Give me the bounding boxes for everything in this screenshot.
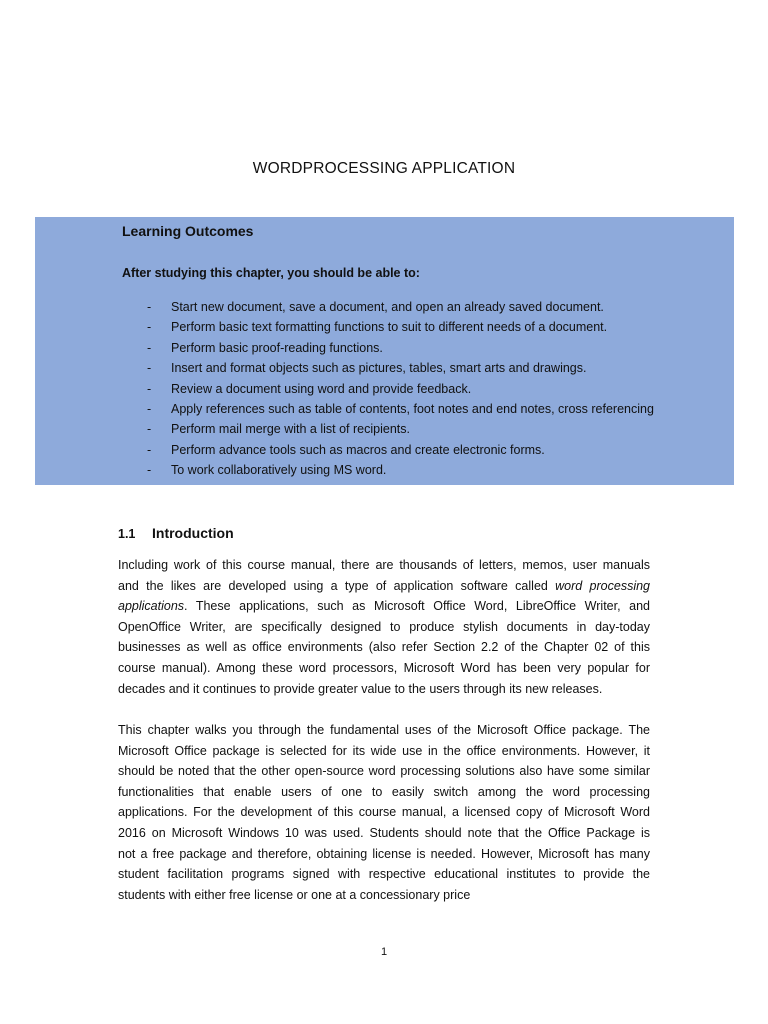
learning-outcomes-intro: After studying this chapter, you should be able to: [122, 266, 420, 280]
paragraph-line: functionalities that enable users of one to easily switch among the word processing [118, 784, 650, 799]
paragraph-line: 2016 on Microsoft Windows 10 was used. Students should note that the Office Package is [118, 825, 650, 840]
learning-outcomes-heading: Learning Outcomes [122, 223, 254, 239]
bullet-dash: - [147, 442, 152, 457]
paragraph-line [118, 576, 650, 597]
paragraph-line: applications. For the development of this course manual, a licensed copy of Microsoft Word [118, 805, 650, 820]
section-title: Introduction [152, 525, 234, 541]
outcome-text: Perform basic proof-reading functions. [171, 340, 383, 355]
learning-outcomes-list [122, 297, 654, 481]
paragraph-line: businesses as well as office environments (also refer Section 2.2 of the Chapter 02 of this [118, 640, 650, 655]
bullet-dash: - [147, 340, 152, 355]
intro-paragraph-2 [118, 720, 650, 905]
paragraph-emphasis: word processing [555, 578, 650, 593]
bullet-dash: - [147, 422, 152, 437]
paragraph-emphasis: applications [118, 599, 185, 614]
chapter-title: WORDPROCESSING APPLICATION [252, 160, 516, 177]
paragraph-line: decades and it continues to provide greater value to the users through its new releases. [118, 681, 603, 696]
outcome-text: Apply references such as table of contents, foot notes and end notes, cross referencing [171, 401, 654, 416]
bullet-dash: - [147, 300, 152, 314]
bullet-dash: - [147, 320, 152, 335]
paragraph-text: . These applications, such as Microsoft Office Word, LibreOffice Writer, and [184, 599, 650, 614]
paragraph-line: This chapter walks you through the fundamental uses of the Microsoft Office package. The [118, 723, 650, 737]
outcome-item [122, 379, 654, 399]
outcome-text: Perform mail merge with a list of recipients. [171, 422, 410, 437]
outcome-item [122, 440, 654, 460]
outcome-text: Perform basic text formatting functions to suit to different needs of a document. [171, 320, 608, 335]
paragraph-line [118, 596, 650, 617]
bullet-dash: - [147, 401, 152, 416]
outcome-item [122, 297, 654, 317]
section-heading [118, 525, 234, 541]
outcome-item [122, 338, 654, 358]
outcome-text: Start new document, save a document, and open an already saved document. [171, 300, 604, 314]
bullet-dash: - [147, 381, 152, 396]
bullet-dash: - [147, 361, 152, 376]
outcome-item [122, 419, 654, 439]
bullet-dash: - [147, 463, 152, 478]
outcome-item [122, 460, 654, 480]
page-number: 1 [380, 946, 388, 958]
paragraph-line: OpenOffice Writer, are specifically designed to produce stylish documents in day-today [118, 619, 650, 634]
outcome-text: Insert and format objects such as pictures, tables, smart arts and drawings. [171, 361, 587, 376]
outcome-item [122, 399, 654, 419]
paragraph-line: students with either free license or one at a concessionary price [118, 887, 471, 902]
outcome-item [122, 358, 654, 378]
paragraph-line: Microsoft Office package is selected for its wide use in the office environments. However, it [118, 743, 650, 758]
intro-paragraph-1 [118, 555, 650, 699]
section-number: 1.1 [118, 527, 136, 541]
paragraph-line: Including work of this course manual, there are thousands of letters, memos, user manuals [118, 558, 650, 572]
outcome-text: To work collaboratively using MS word. [171, 463, 387, 478]
paragraph-text: and the likes are developed using a type of application software called [118, 578, 556, 593]
paragraph-line: not a free package and therefore, obtaining license is needed. However, Microsoft has many [118, 846, 650, 861]
paragraph-line: should be noted that the other open-source word processing solutions also have some similar [118, 764, 650, 779]
outcome-text: Review a document using word and provide feedback. [171, 381, 472, 396]
paragraph-line: course manual). Among these word processors, Microsoft Word has been very popular for [118, 660, 650, 675]
paragraph-line: student facilitation programs signed with respective educational institutes to provide the [118, 867, 650, 882]
outcome-text: Perform advance tools such as macros and create electronic forms. [171, 442, 545, 457]
outcome-item [122, 317, 654, 337]
